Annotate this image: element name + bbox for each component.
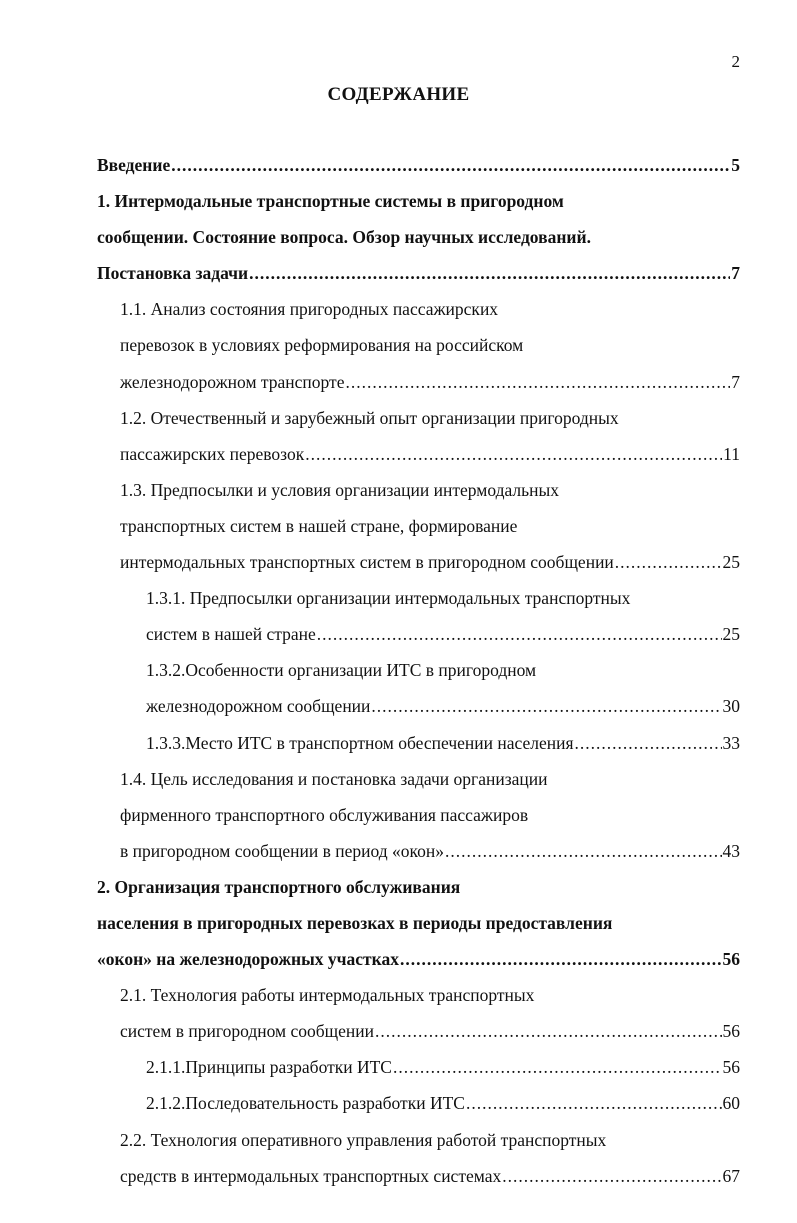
toc-page-number: 30 — [722, 696, 740, 717]
toc-entry-text: систем в нашей стране — [146, 624, 316, 645]
toc-line — [0, 1013, 740, 1049]
toc-entry[interactable] — [0, 472, 797, 580]
toc-line: 1.4. Цель исследования и постановка задачи организации — [120, 768, 548, 789]
toc-entry-text: Введение — [97, 155, 171, 175]
toc-page-number: 11 — [723, 443, 740, 464]
toc-page-number: 56 — [722, 1021, 740, 1042]
toc-page-number: 67 — [722, 1165, 740, 1186]
toc-line: 1. Интермодальные транспортные системы в пригородном — [97, 191, 564, 212]
toc-line: перевозок в условиях реформирования на российском — [120, 335, 524, 356]
toc-entry-text: средств в интермодальных транспортных системах — [120, 1165, 502, 1186]
toc-line — [0, 833, 740, 869]
toc-entry[interactable] — [0, 1122, 797, 1194]
toc-page-number: 25 — [722, 624, 740, 645]
toc-line — [0, 941, 740, 977]
toc-line: 1.2. Отечественный и зарубежный опыт организации пригородных — [120, 407, 619, 428]
toc-entry-text: «окон» на железнодорожных участках — [97, 949, 399, 970]
toc-entry[interactable] — [0, 1049, 797, 1085]
toc-line — [0, 1049, 740, 1085]
toc-entry[interactable] — [0, 761, 797, 869]
toc-line: 2.2. Технология оперативного управления работой транспортных — [120, 1129, 607, 1150]
toc-line — [0, 1158, 740, 1194]
toc-entry[interactable] — [0, 869, 797, 977]
toc-entry[interactable] — [0, 580, 797, 652]
toc-entry-text: железнодорожном сообщении — [146, 696, 371, 717]
toc-line: 1.3.1. Предпосылки организации интермодальных транспортных — [146, 588, 631, 609]
toc-entry-text: железнодорожном транспорте — [120, 371, 345, 392]
toc-line — [0, 255, 740, 291]
toc-entry[interactable] — [0, 147, 797, 183]
toc-entry-text: систем в пригородном сообщении — [120, 1021, 375, 1042]
dot-leader — [305, 436, 722, 472]
page-title: СОДЕРЖАНИЕ — [327, 84, 470, 105]
toc-line: 2. Организация транспортного обслуживания — [97, 876, 461, 897]
toc-line: транспортных систем в нашей стране, формирование — [120, 515, 518, 536]
toc-page-number: 33 — [722, 732, 740, 753]
toc-line: фирменного транспортного обслуживания пассажиров — [120, 804, 529, 825]
toc-page-number: 5 — [731, 155, 740, 175]
toc-page-number: 7 — [731, 371, 740, 392]
toc-line: 1.3. Предпосылки и условия организации интермодальных — [120, 479, 559, 500]
toc-line: 1.1. Анализ состояния пригородных пассажирских — [120, 299, 499, 320]
toc-entry[interactable] — [0, 291, 797, 399]
toc-entry-text: интермодальных транспортных систем в пригородном сообщении — [120, 552, 614, 573]
dot-leader — [575, 725, 722, 761]
toc-entry[interactable] — [0, 1085, 797, 1121]
toc-entry[interactable] — [0, 977, 797, 1049]
toc-entry-text: в пригородном сообщении в период «окон» — [120, 840, 445, 861]
dot-leader — [502, 1158, 721, 1194]
dot-leader — [375, 1013, 721, 1049]
toc-entry-text: 2.1.1.Принципы разработки ИТС — [146, 1057, 392, 1078]
dot-leader — [317, 616, 722, 652]
dot-leader — [249, 255, 730, 291]
toc-line — [0, 364, 740, 400]
toc-line: сообщении. Состояние вопроса. Обзор научных исследований. — [97, 227, 591, 248]
toc-page-number: 60 — [722, 1093, 740, 1114]
dot-leader — [400, 941, 722, 977]
toc-line: 2.1. Технология работы интермодальных транспортных — [120, 985, 535, 1006]
page-number: 2 — [731, 52, 740, 71]
toc-entry-text: Постановка задачи — [97, 263, 249, 284]
dot-leader — [371, 688, 721, 724]
toc-entry[interactable] — [0, 400, 797, 472]
toc-entry-text: 2.1.2.Последовательность разработки ИТС — [146, 1093, 465, 1114]
toc-page-number: 25 — [722, 552, 740, 573]
dot-leader — [466, 1085, 722, 1121]
toc-line — [0, 1085, 740, 1121]
toc-line: населения в пригородных перевозках в периоды предоставления — [97, 912, 613, 933]
dot-leader — [171, 147, 730, 183]
toc-line — [0, 725, 740, 761]
dot-leader — [393, 1049, 722, 1085]
toc-line — [0, 544, 740, 580]
toc-entry-text: пассажирских перевозок — [120, 443, 305, 464]
toc-entry[interactable] — [0, 652, 797, 724]
toc-line — [0, 616, 740, 652]
toc-page-number: 7 — [731, 263, 740, 284]
toc-line — [0, 147, 740, 183]
toc-entry[interactable] — [0, 725, 797, 761]
toc-entry-text: 1.3.3.Место ИТС в транспортном обеспечении населения — [146, 732, 574, 753]
table-of-contents — [0, 147, 797, 1194]
dot-leader — [345, 364, 730, 400]
toc-entry[interactable] — [0, 183, 797, 291]
dot-leader — [445, 833, 721, 869]
toc-page-number: 43 — [722, 840, 740, 861]
toc-page-number: 56 — [722, 949, 740, 970]
toc-line — [0, 688, 740, 724]
toc-page-number: 56 — [722, 1057, 740, 1078]
dot-leader — [615, 544, 722, 580]
toc-line — [0, 436, 740, 472]
toc-line: 1.3.2.Особенности организации ИТС в пригородном — [146, 660, 537, 681]
